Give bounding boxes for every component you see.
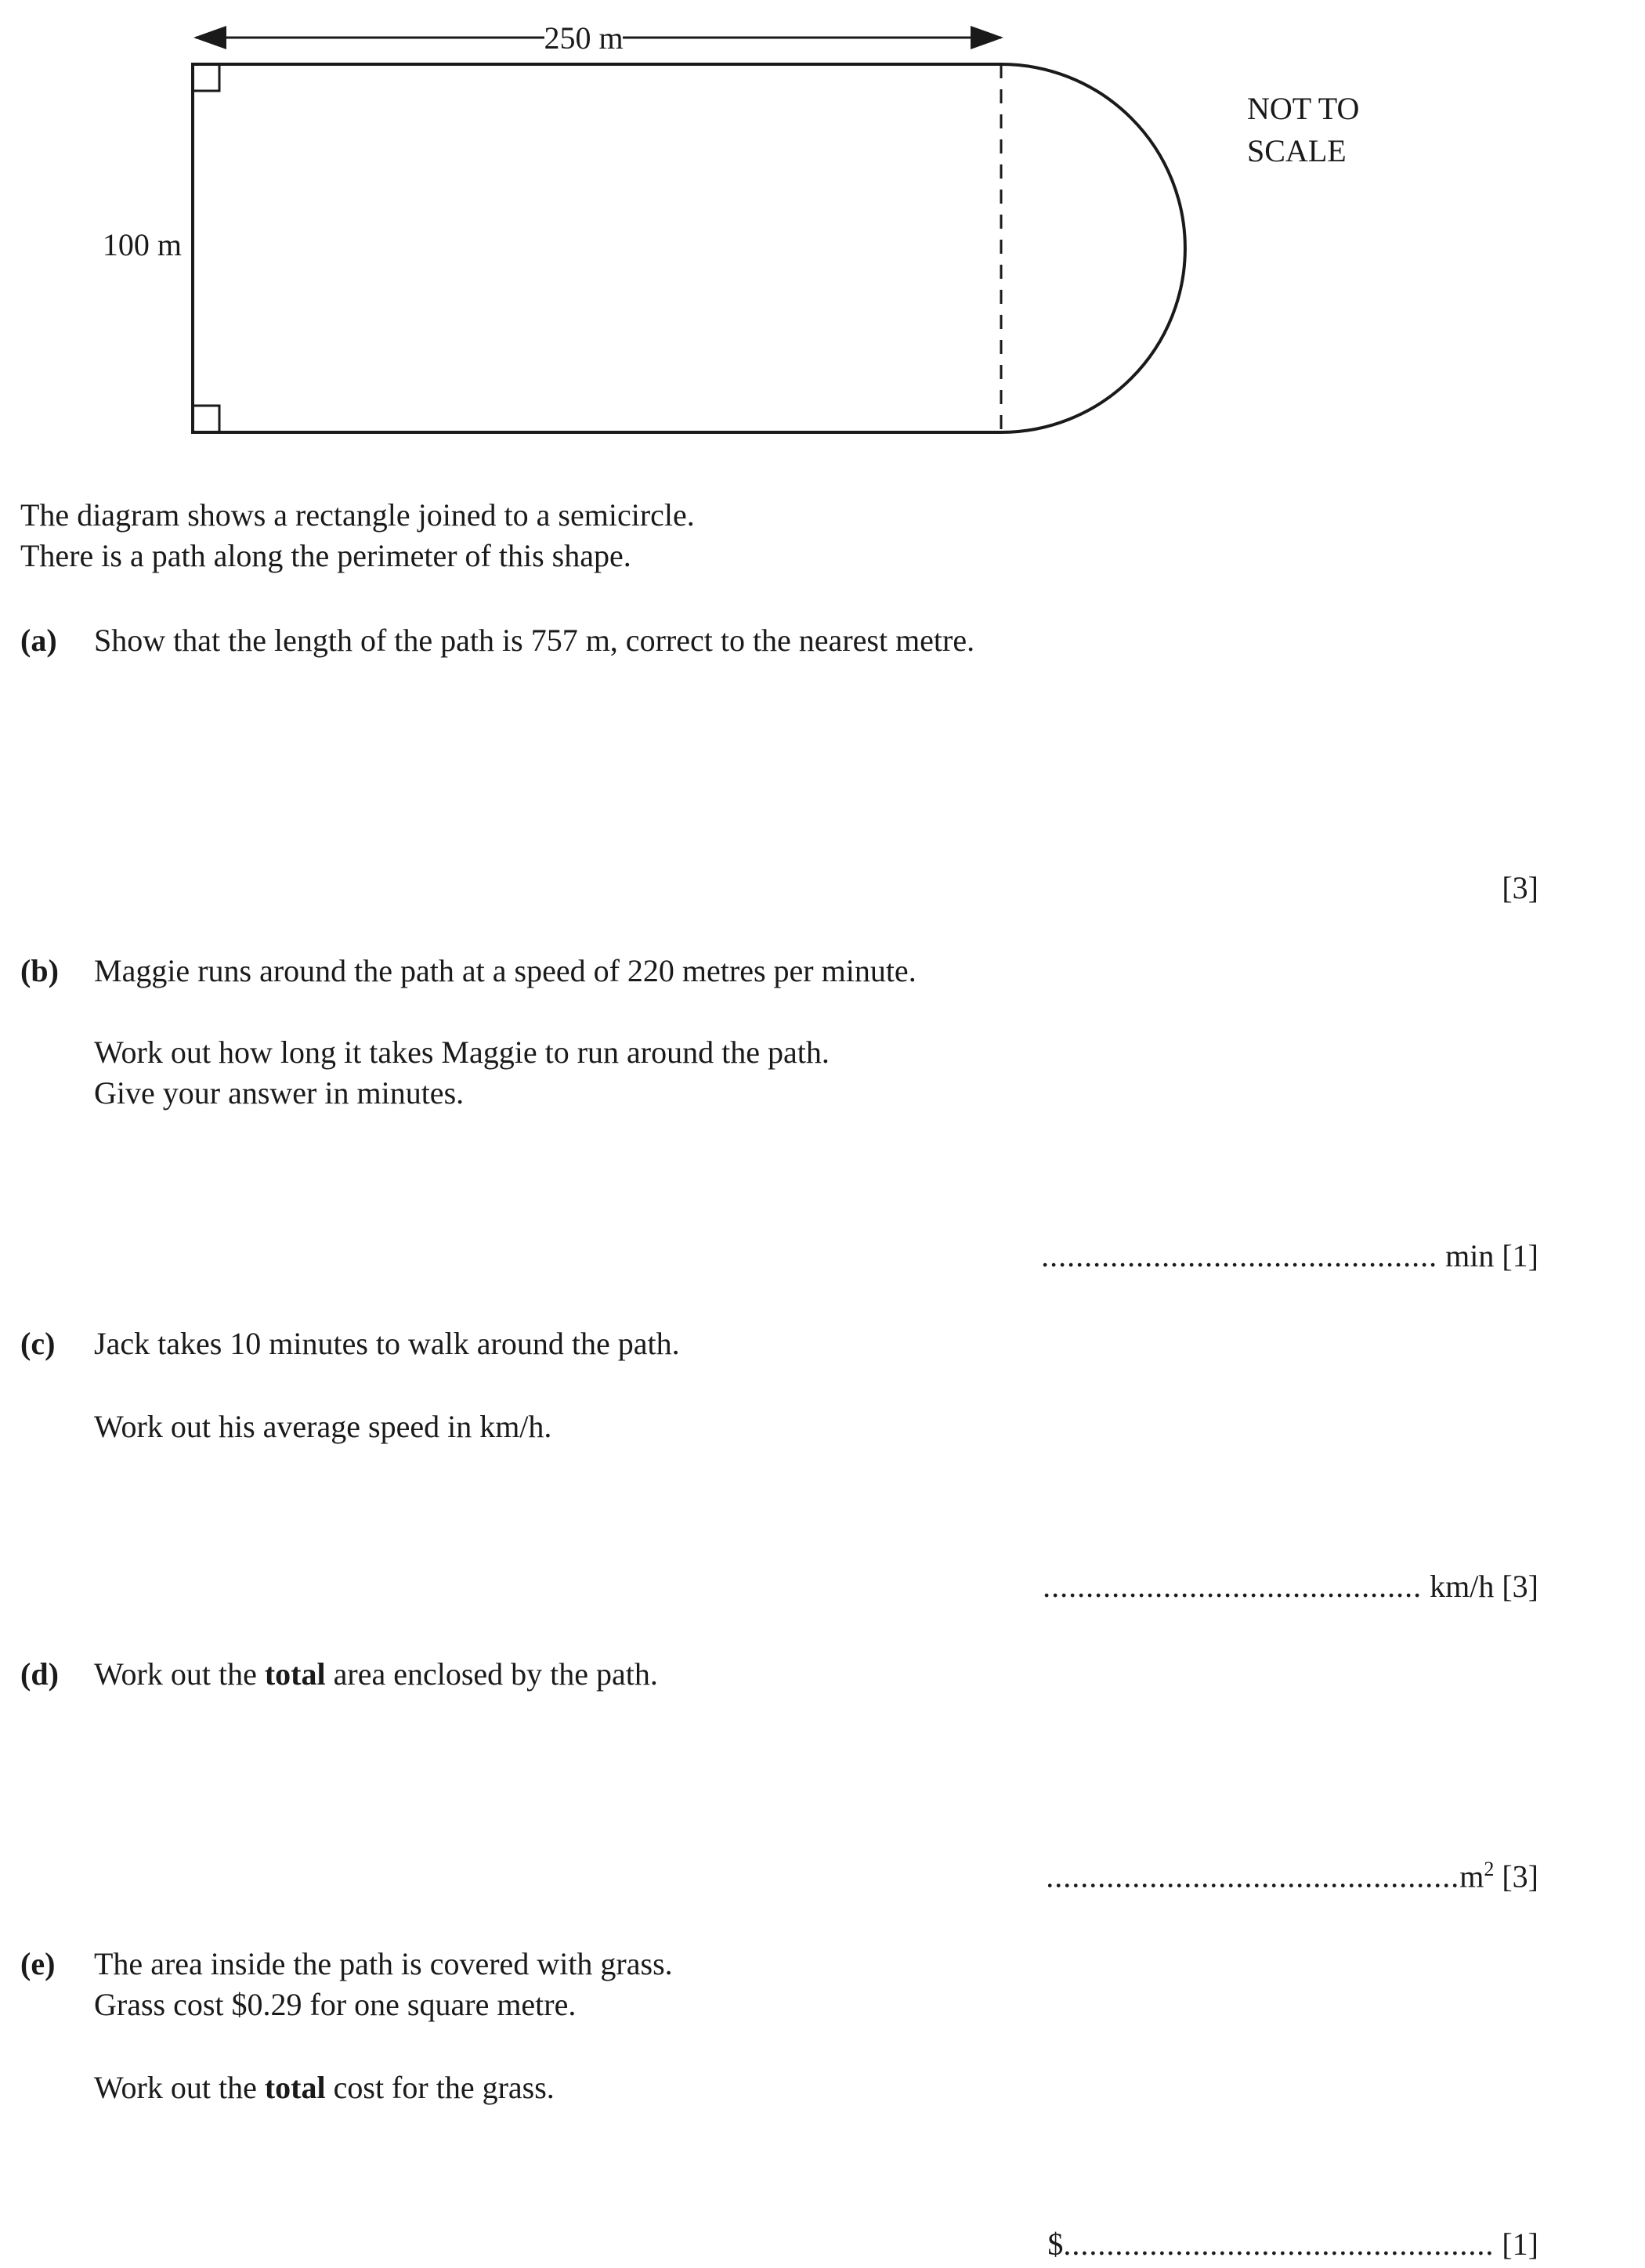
part-e-label: (e) [20, 1946, 56, 1981]
part-b-line-2: Work out how long it takes Maggie to run around the path. [94, 1035, 830, 1070]
answer-dots: .................................................. [1063, 2226, 1495, 2262]
answer-unit: m [1459, 1858, 1484, 1894]
answer-unit: km/h [1430, 1569, 1495, 1604]
part-c-answer-line[interactable] [1043, 1568, 1538, 1605]
answer-unit: min [1445, 1238, 1495, 1273]
part-c-line-2: Work out his average speed in km/h. [94, 1409, 552, 1444]
answer-dots: ................................................ [1046, 1858, 1460, 1894]
part-d-text-before: Work out the [94, 1656, 265, 1692]
not-to-scale-note-line2: SCALE [1247, 133, 1347, 168]
width-label: 250 m [544, 20, 624, 56]
right-angle-marker-bottom [193, 406, 219, 432]
part-e-answer-line[interactable] [1047, 2226, 1538, 2263]
part-b-label: (b) [20, 953, 59, 988]
part-e-line-2: Grass cost $0.29 for one square metre. [94, 1987, 577, 2022]
part-e-text-after: cost for the grass. [325, 2070, 555, 2105]
part-c-label: (c) [20, 1326, 56, 1361]
shape-diagram [0, 0, 1645, 470]
part-b-line-1: Maggie runs around the path at a speed of 220 metres per minute. [94, 953, 916, 988]
part-d-label: (d) [20, 1656, 59, 1692]
part-e-text-before: Work out the [94, 2070, 265, 2105]
part-b-marks: [1] [1502, 1238, 1538, 1273]
part-d-question [94, 1654, 658, 1695]
part-c-line-1: Jack takes 10 minutes to walk around the path. [94, 1326, 680, 1361]
part-a-marks: [3] [1502, 870, 1538, 905]
intro-line-1: The diagram shows a rectangle joined to a semicircle. [20, 497, 695, 533]
part-b-answer-line[interactable] [1041, 1237, 1538, 1274]
part-e-text-bold: total [264, 2070, 326, 2105]
part-c-marks: [3] [1502, 1569, 1538, 1604]
part-b-line-3: Give your answer in minutes. [94, 1075, 465, 1111]
part-a-label: (a) [20, 623, 57, 658]
part-d-text-bold: total [264, 1656, 326, 1692]
part-e-line-1: The area inside the path is covered with grass. [94, 1946, 673, 1981]
not-to-scale-note-line1: NOT TO [1247, 91, 1360, 126]
answer-dots: ............................................ [1043, 1569, 1423, 1604]
rectangle-outline [193, 64, 1001, 432]
semicircle-arc [1001, 64, 1185, 432]
part-a-question: Show that the length of the path is 757 m, correct to the nearest metre. [94, 623, 975, 658]
answer-dots: .............................................. [1041, 1238, 1438, 1273]
intro-line-2: There is a path along the perimeter of this shape. [20, 538, 631, 573]
part-e-marks: [1] [1502, 2226, 1538, 2262]
right-angle-marker-top [193, 64, 219, 91]
height-label: 100 m [102, 227, 182, 262]
part-e-line-3 [94, 2068, 555, 2108]
part-d-text-after: area enclosed by the path. [325, 1656, 658, 1692]
part-d-marks: [3] [1502, 1858, 1538, 1894]
answer-unit-superscript: 2 [1484, 1858, 1495, 1880]
part-d-answer-line[interactable] [1046, 1858, 1538, 1894]
answer-prefix: $ [1047, 2226, 1064, 2262]
